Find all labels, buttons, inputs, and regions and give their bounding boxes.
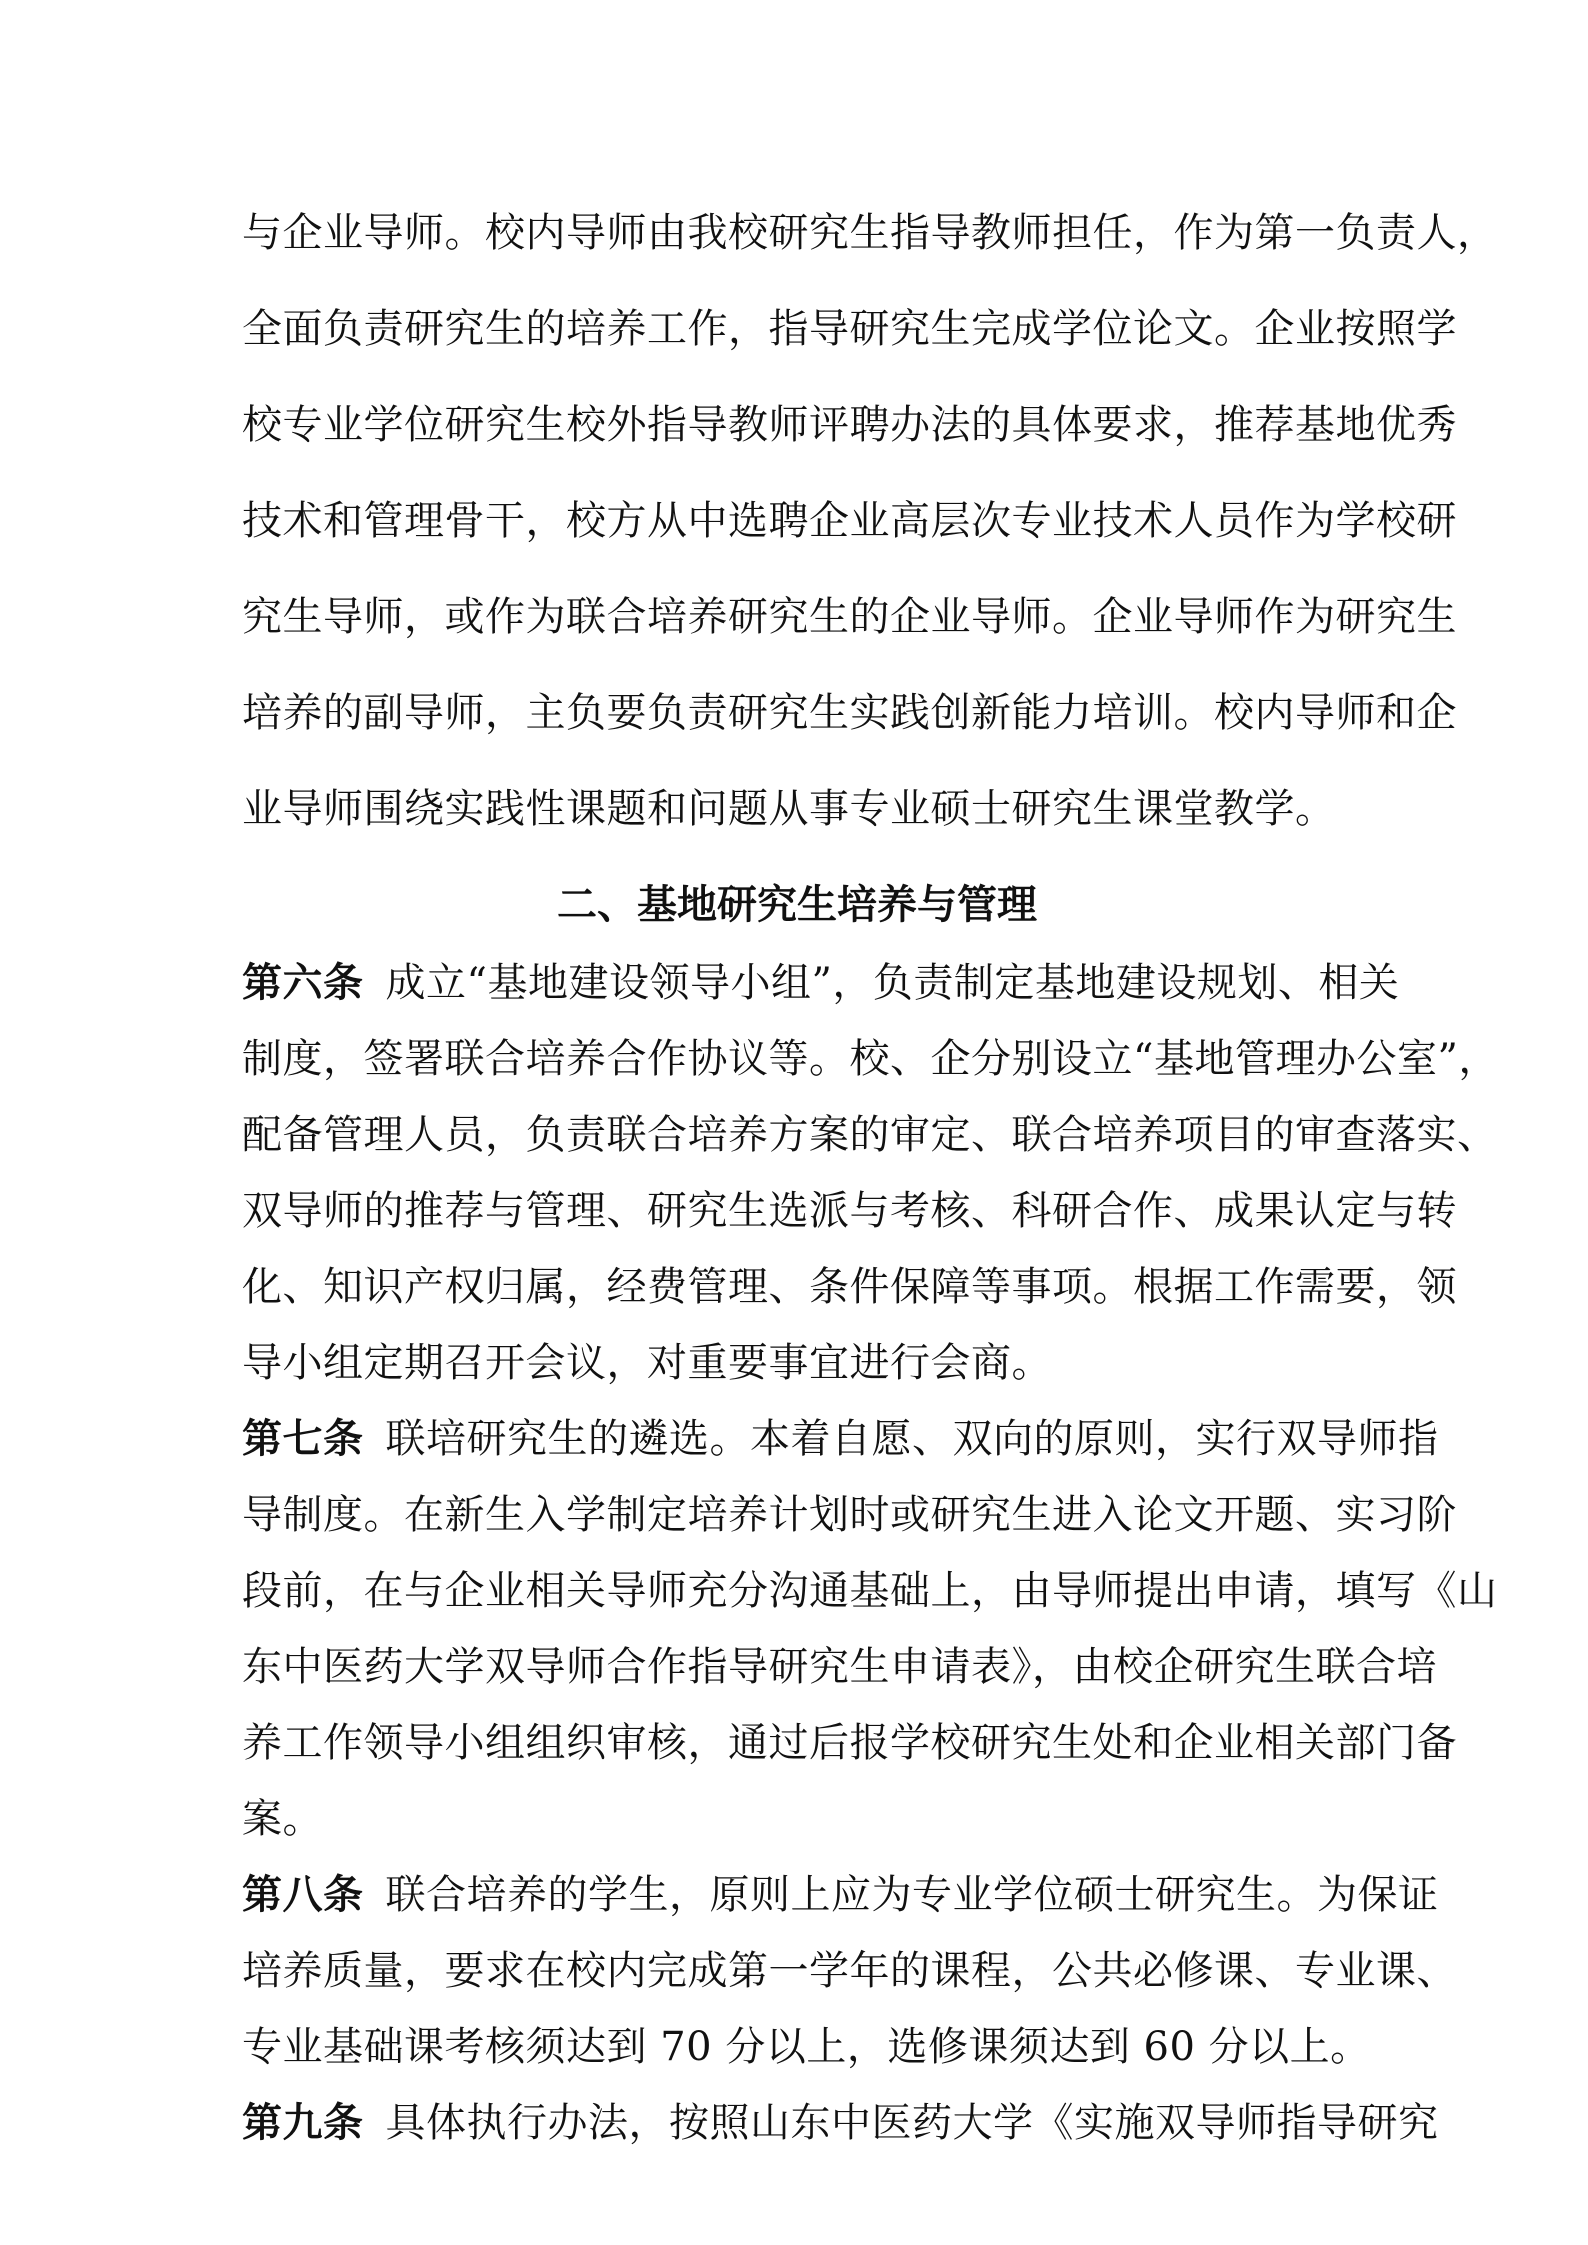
paragraph-line: 业导师围绕实践性课题和问题从事专业硕士研究生课堂教学。 bbox=[242, 786, 1336, 832]
section-heading: 二、基地研究生培养与管理 bbox=[557, 881, 1037, 928]
article-text: 具体执行办法，按照山东中医药大学《实施双导师指导研究 bbox=[385, 2100, 1439, 2146]
paragraph-line: 培养质量，要求在校内完成第一学年的课程，公共必修课、专业课、 bbox=[242, 1948, 1457, 1994]
paragraph-line: 校专业学位研究生校外指导教师评聘办法的具体要求，推荐基地优秀 bbox=[242, 402, 1457, 448]
paragraph-line: 化、知识产权归属，经费管理、条件保障等事项。根据工作需要，领 bbox=[242, 1264, 1457, 1310]
paragraph-line: 与企业导师。校内导师由我校研究生指导教师担任，作为第一负责人， bbox=[242, 210, 1498, 256]
paragraph-line: 培养的副导师，主负要负责研究生实践创新能力培训。校内导师和企 bbox=[242, 690, 1457, 736]
paragraph-line: 导制度。在新生入学制定培养计划时或研究生进入论文开题、实习阶 bbox=[242, 1492, 1457, 1538]
article-label: 第六条 bbox=[242, 959, 364, 1006]
article-label: 第七条 bbox=[242, 1415, 364, 1462]
article-first-line bbox=[242, 1867, 1439, 1923]
article-first-line bbox=[242, 2095, 1439, 2151]
paragraph-line: 制度，签署联合培养合作协议等。校、企分别设立“基地管理办公室”， bbox=[242, 1036, 1499, 1082]
article-text: 联合培养的学生，原则上应为专业学位硕士研究生。为保证 bbox=[385, 1872, 1439, 1918]
paragraph-line: 专业基础课考核须达到 70 分以上，选修课须达到 60 分以上。 bbox=[242, 2024, 1371, 2070]
article-text: 联培研究生的遴选。本着自愿、双向的原则，实行双导师指 bbox=[385, 1416, 1439, 1462]
paragraph-line: 导小组定期召开会议，对重要事宜进行会商。 bbox=[242, 1340, 1052, 1386]
paragraph-line: 配备管理人员，负责联合培养方案的审定、联合培养项目的审查落实、 bbox=[242, 1112, 1498, 1158]
article-first-line bbox=[242, 1411, 1439, 1467]
paragraph-line: 技术和管理骨干，校方从中选聘企业高层次专业技术人员作为学校研 bbox=[242, 498, 1457, 544]
article-label: 第九条 bbox=[242, 2099, 364, 2146]
paragraph-line: 全面负责研究生的培养工作，指导研究生完成学位论文。企业按照学 bbox=[242, 306, 1457, 352]
paragraph-line: 东中医药大学双导师合作指导研究生申请表》，由校企研究生联合培 bbox=[242, 1644, 1437, 1690]
article-label: 第八条 bbox=[242, 1871, 364, 1918]
paragraph-line: 双导师的推荐与管理、研究生选派与考核、科研合作、成果认定与转 bbox=[242, 1188, 1457, 1234]
article-first-line bbox=[242, 955, 1400, 1011]
paragraph-line: 案。 bbox=[242, 1796, 323, 1842]
paragraph-line: 养工作领导小组组织审核，通过后报学校研究生处和企业相关部门备 bbox=[242, 1720, 1457, 1766]
article-text: 成立“基地建设领导小组”，负责制定基地建设规划、相关 bbox=[385, 960, 1400, 1006]
paragraph-line: 段前，在与企业相关导师充分沟通基础上，由导师提出申请，填写《山 bbox=[242, 1568, 1498, 1614]
paragraph-line: 究生导师，或作为联合培养研究生的企业导师。企业导师作为研究生 bbox=[242, 594, 1457, 640]
